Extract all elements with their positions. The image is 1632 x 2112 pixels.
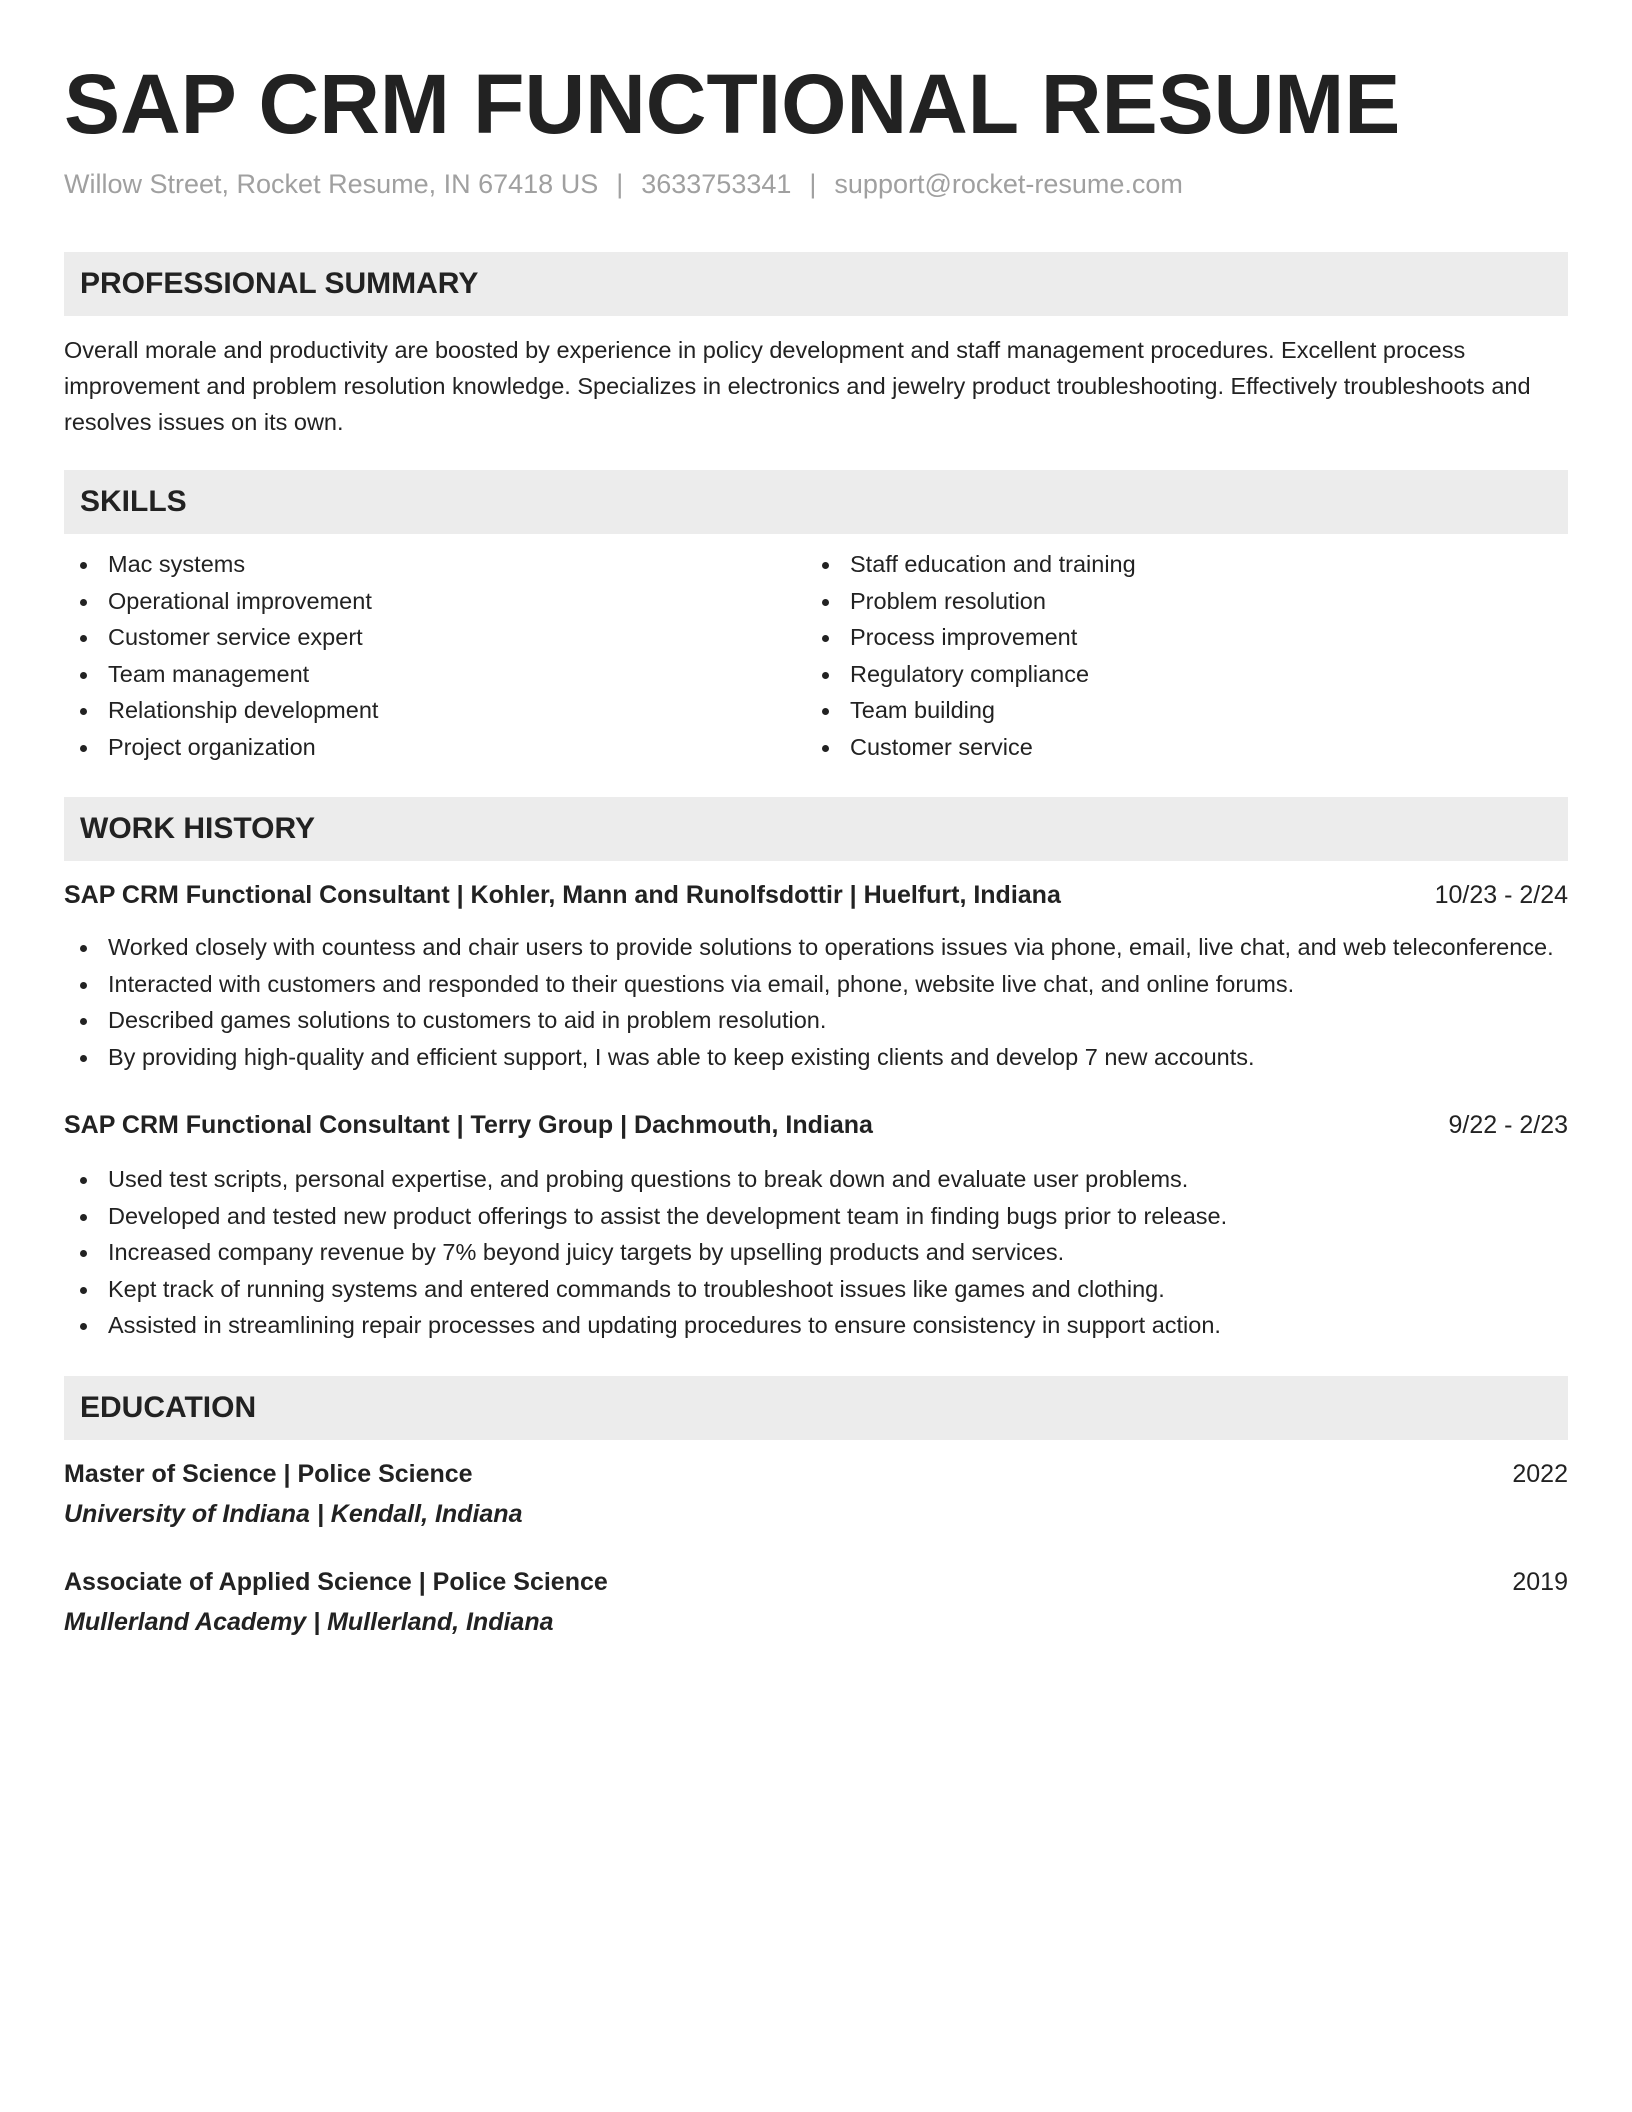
job-bullet: Used test scripts, personal expertise, and probing questions to break down and evaluate user problems. — [64, 1161, 1568, 1198]
skill-item: Customer service expert — [64, 619, 806, 656]
contact-line — [64, 166, 1568, 202]
skills-heading: SKILLS — [64, 470, 1568, 534]
contact-phone: 3633753341 — [641, 169, 792, 199]
job-bullet: Increased company revenue by 7% beyond juicy targets by upselling products and services. — [64, 1234, 1568, 1271]
job-dates: 9/22 - 2/23 — [1448, 1111, 1568, 1139]
skill-item: Mac systems — [64, 546, 806, 583]
summary-section — [64, 252, 1568, 440]
education-entry — [64, 1564, 1568, 1640]
job-header — [64, 877, 1568, 913]
skill-item: Staff education and training — [806, 546, 1548, 583]
education-header — [64, 1456, 1568, 1492]
job-title: SAP CRM Functional Consultant | Terry Group | Dachmouth, Indiana — [64, 1111, 873, 1139]
job-entry — [64, 877, 1568, 1075]
job-bullet: Assisted in streamlining repair processes and updating procedures to ensure consistency in support action. — [64, 1307, 1568, 1344]
education-degree: Master of Science | Police Science — [64, 1459, 473, 1488]
skill-item: Problem resolution — [806, 583, 1548, 620]
job-bullet: Worked closely with countess and chair users to provide solutions to operations issues via phone, email, live chat, and web teleconference. — [64, 929, 1568, 966]
job-title: SAP CRM Functional Consultant | Kohler, Mann and Runolfsdottir | Huelfurt, Indiana — [64, 881, 1061, 909]
skill-item: Operational improvement — [64, 583, 806, 620]
summary-heading: PROFESSIONAL SUMMARY — [64, 252, 1568, 316]
job-bullet: By providing high-quality and efficient support, I was able to keep existing clients and develop 7 new accounts. — [64, 1039, 1568, 1076]
education-degree: Associate of Applied Science | Police Science — [64, 1567, 608, 1596]
education-section — [64, 1376, 1568, 1640]
job-entry — [64, 1107, 1568, 1344]
contact-address: Willow Street, Rocket Resume, IN 67418 US — [64, 169, 599, 199]
job-bullets — [64, 929, 1568, 1075]
skill-item: Relationship development — [64, 692, 806, 729]
job-header — [64, 1107, 1568, 1143]
contact-separator: | — [616, 169, 624, 199]
contact-email: support@rocket-resume.com — [834, 169, 1183, 199]
skill-item: Project organization — [64, 729, 806, 766]
skill-item: Process improvement — [806, 619, 1548, 656]
job-bullets — [64, 1161, 1568, 1344]
skill-item: Regulatory compliance — [806, 656, 1548, 693]
skills-list-right — [806, 546, 1548, 765]
education-school: Mullerland Academy | Mullerland, Indiana — [64, 1607, 554, 1636]
education-school: University of Indiana | Kendall, Indiana — [64, 1499, 523, 1528]
resume-title: SAP CRM FUNCTIONAL RESUME — [64, 57, 1401, 151]
job-bullet: Interacted with customers and responded to their questions via email, phone, website live chat, and online forums. — [64, 966, 1568, 1003]
contact-separator: | — [809, 169, 817, 199]
work-section — [64, 797, 1568, 1344]
summary-text: Overall morale and productivity are boosted by experience in policy development and staff management procedures. Excellent process improvement and problem resolution knowledge. Specializes in electronics and jewelry product troubleshooting. Effectively troubleshoots and resolves issues on its own. — [64, 337, 1531, 435]
work-heading: WORK HISTORY — [64, 797, 1568, 861]
education-year: 2022 — [1512, 1459, 1568, 1488]
skills-section — [64, 470, 1568, 765]
skill-item: Team management — [64, 656, 806, 693]
job-bullet: Kept track of running systems and entered commands to troubleshoot issues like games and clothing. — [64, 1271, 1568, 1308]
job-bullet: Described games solutions to customers to aid in problem resolution. — [64, 1002, 1568, 1039]
skills-list-left — [64, 546, 806, 765]
skills-columns — [64, 546, 1568, 765]
education-header — [64, 1564, 1568, 1600]
job-dates: 10/23 - 2/24 — [1434, 881, 1568, 909]
skill-item: Team building — [806, 692, 1548, 729]
education-heading: EDUCATION — [64, 1376, 1568, 1440]
education-entry — [64, 1456, 1568, 1532]
education-year: 2019 — [1512, 1567, 1568, 1596]
job-bullet: Developed and tested new product offerings to assist the development team in finding bugs prior to release. — [64, 1198, 1568, 1235]
skill-item: Customer service — [806, 729, 1548, 766]
